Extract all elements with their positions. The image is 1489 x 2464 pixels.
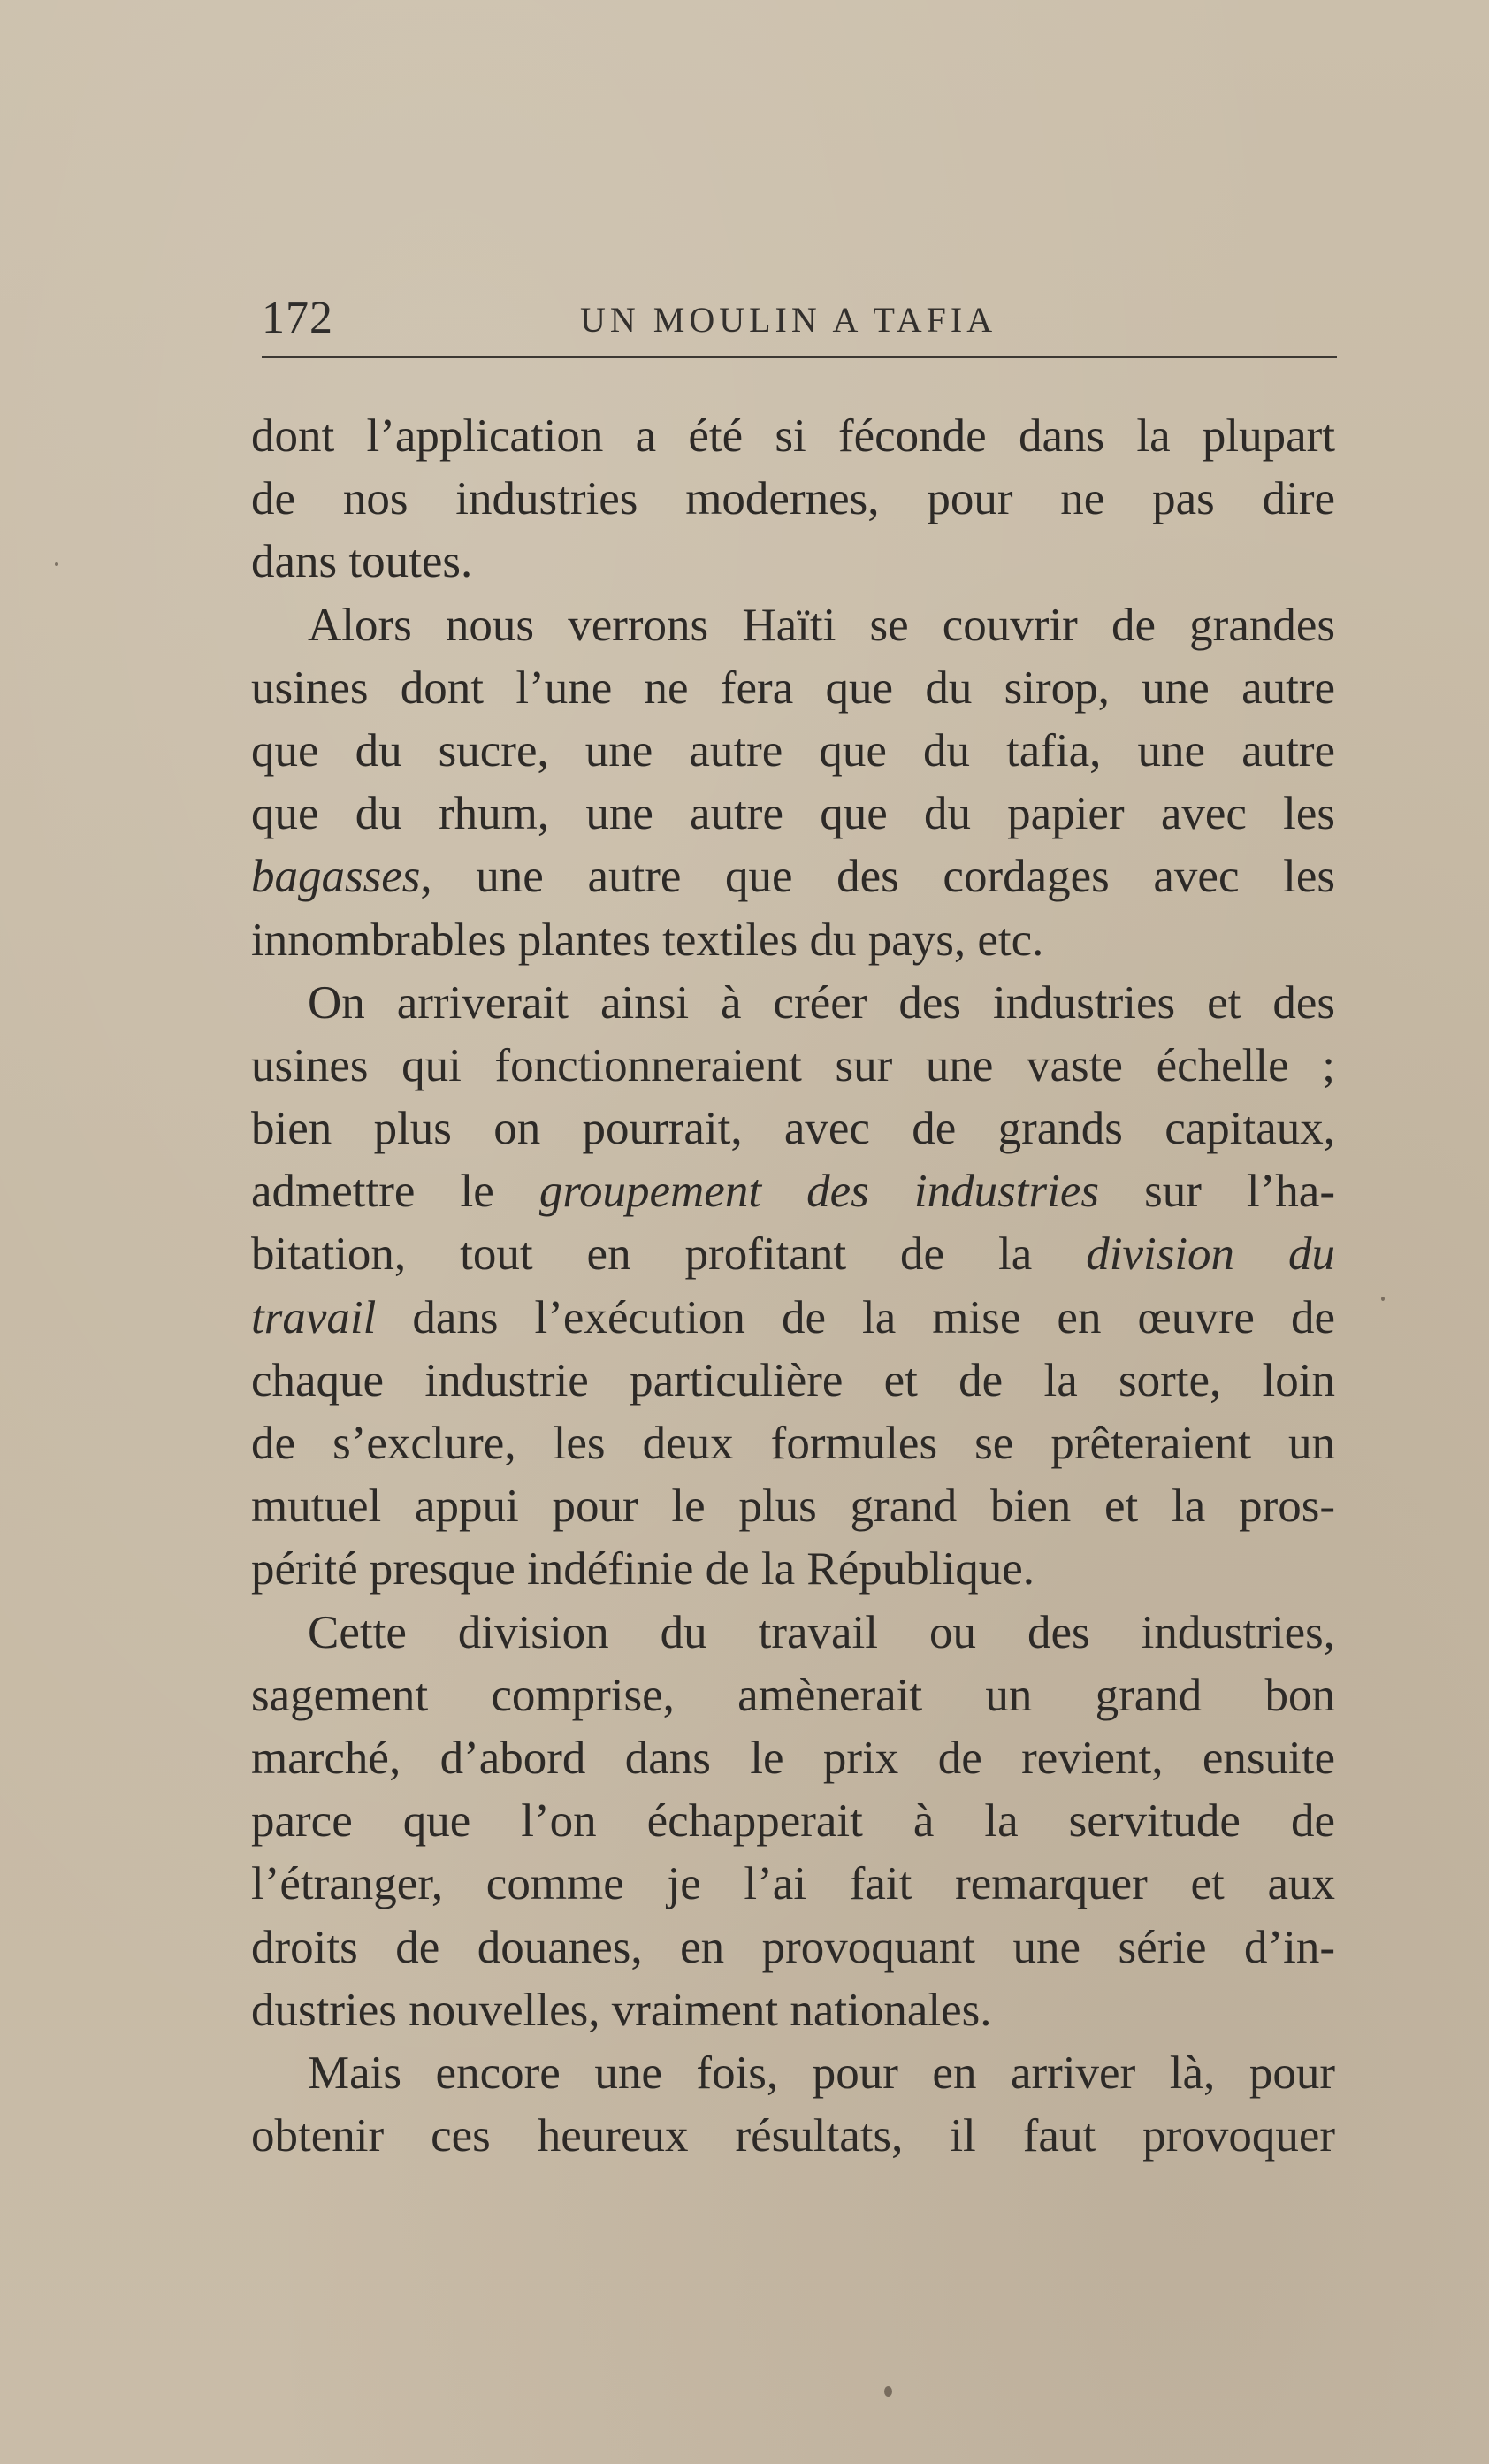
text-line: usines dont l’une ne fera que du sirop, une autre [251, 662, 1335, 714]
page-header [262, 292, 1337, 363]
paragraph [251, 1602, 1335, 2042]
text-line: marché, d’abord dans le prix de revient, ensuite [251, 1732, 1335, 1784]
paragraph [251, 972, 1335, 1602]
text-line: dans toutes. [251, 536, 473, 588]
text-line: usines qui fonctionneraient sur une vaste échelle ; [251, 1039, 1335, 1091]
text-line: de nos industries modernes, pour ne pas dire [251, 473, 1335, 525]
italic-term: travail [251, 1291, 377, 1343]
text-line [251, 1287, 1335, 1350]
text-line [251, 1223, 1335, 1286]
italic-term: division du [1086, 1228, 1336, 1281]
text-line: bien plus on pourrait, avec de grands capitaux, [251, 1103, 1335, 1155]
text-line: innombrables plantes textiles du pays, etc. [251, 914, 1044, 966]
line-text: bitation, tout en profitant de la [251, 1228, 1087, 1281]
text-line: de s’exclure, les deux formules se prêteraient un [251, 1418, 1335, 1469]
paragraph [251, 594, 1335, 972]
italic-term: groupement des industries [538, 1166, 1099, 1218]
text-line: droits de douanes, en provoquant une série d’in- [251, 1921, 1335, 1973]
paper-speck [55, 562, 58, 566]
running-title: UN MOULIN A TAFIA [580, 300, 997, 340]
text-line: On arriverait ainsi à créer des industries et des [308, 976, 1335, 1029]
paper-speck [884, 2386, 892, 2397]
text-line: que du sucre, une autre que du tafia, une autre [251, 724, 1335, 777]
text-line: que du rhum, une autre que du papier avec les [251, 788, 1335, 840]
text-line: sagement comprise, amènerait un grand bon [251, 1669, 1335, 1721]
line-text: sur l’ha- [1098, 1166, 1335, 1218]
text-line: périté presque indéfinie de la République. [251, 1543, 1035, 1595]
text-line: parce que l’on échapperait à la servitude de [251, 1795, 1335, 1848]
text-line: l’étranger, comme je l’ai fait remarquer et aux [251, 1858, 1335, 1910]
text-line: obtenir ces heureux résultats, il faut provoquer [251, 2110, 1335, 2162]
text-line: Mais encore une fois, pour en arriver là, pour [308, 2047, 1335, 2099]
page-number: 172 [262, 293, 333, 343]
line-text: admettre le [251, 1166, 539, 1218]
text-line: chaque industrie particulière et de la sorte, loin [251, 1354, 1335, 1406]
text-line: mutuel appui pour le plus grand bien et la pros- [251, 1481, 1335, 1533]
italic-term: bagasses [251, 851, 421, 903]
line-text: , une autre que des cordages avec les [420, 851, 1335, 903]
header-rule [262, 356, 1337, 358]
paragraph [251, 2042, 1335, 2168]
text-line: dustries nouvelles, vraiment nationales. [251, 1984, 992, 2036]
paragraph [251, 405, 1335, 594]
text-line: Cette division du travail ou des industries, [308, 1606, 1335, 1658]
paper-speck [1381, 1297, 1385, 1301]
body-text [251, 405, 1335, 2168]
text-line: Alors nous verrons Haïti se couvrir de grandes [308, 599, 1335, 651]
text-line: dont l’application a été si féconde dans la plupart [251, 410, 1335, 462]
line-text: dans l’exécution de la mise en œuvre de [376, 1291, 1335, 1343]
text-line [251, 1160, 1335, 1223]
text-line [251, 846, 1335, 908]
